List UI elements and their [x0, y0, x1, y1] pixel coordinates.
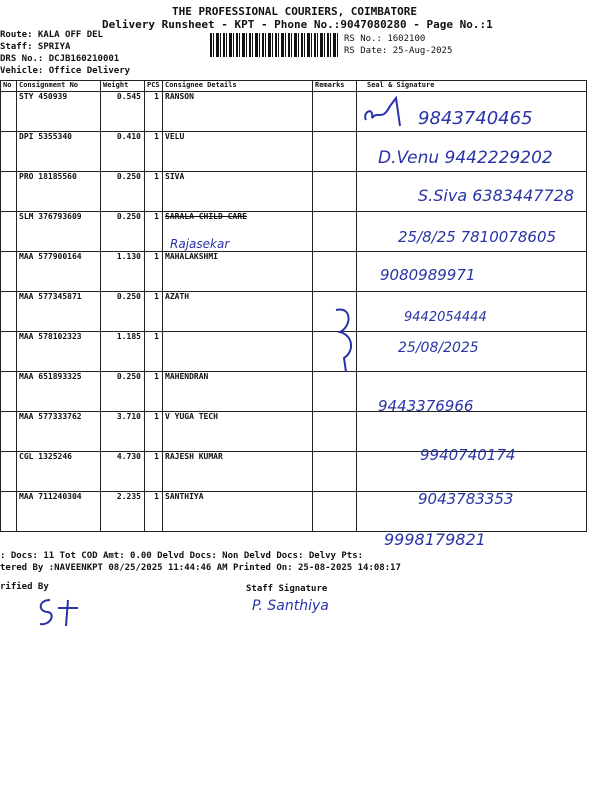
handwritten-name-phone: S.Siva 6383447728	[418, 186, 574, 205]
consignee	[163, 332, 313, 372]
remarks	[313, 412, 357, 452]
table-header	[1, 81, 587, 92]
weight: 3.710	[101, 412, 145, 452]
pcs: 1	[145, 252, 163, 292]
row-no	[1, 412, 17, 452]
handwritten-annotation: Rajasekar	[170, 237, 230, 251]
remarks	[313, 252, 357, 292]
consignment-no: MAA 711240304	[17, 492, 101, 532]
handwritten-phone: 9843740465	[418, 108, 533, 129]
col-remarks: Remarks	[313, 81, 357, 92]
handwritten-phone: 9442054444	[404, 310, 487, 325]
remarks	[313, 372, 357, 412]
handwritten-phone: 9443376966	[378, 397, 474, 415]
rs-date: RS Date: 25-Aug-2025	[344, 46, 453, 56]
col-signature: Seal & Signature	[357, 81, 587, 92]
col-consignee: Consignee Details	[163, 81, 313, 92]
pcs: 1	[145, 492, 163, 532]
staff-label: Staff: SPRIYA	[0, 42, 71, 52]
row-no	[1, 132, 17, 172]
pcs: 1	[145, 412, 163, 452]
pcs: 1	[145, 92, 163, 132]
pcs: 1	[145, 372, 163, 412]
consignment-no: CGL 1325246	[17, 452, 101, 492]
consignee: RANSON	[163, 92, 313, 132]
col-weight: Weight	[101, 81, 145, 92]
consignment-no: DPI 5355340	[17, 132, 101, 172]
consignment-no: MAA 577333762	[17, 412, 101, 452]
signature-scribble	[360, 92, 420, 132]
consignment-no: MAA 577345871	[17, 292, 101, 332]
weight: 0.410	[101, 132, 145, 172]
remarks	[313, 172, 357, 212]
weight: 0.250	[101, 212, 145, 252]
consignment-no: MAA 577900164	[17, 252, 101, 292]
staff-signature-handwritten: P. Santhiya	[252, 598, 329, 614]
row-no	[1, 212, 17, 252]
runsheet-title: Delivery Runsheet - KPT - Phone No.:9047080280 - Page No.:1	[102, 18, 493, 31]
weight: 0.545	[101, 92, 145, 132]
pcs: 1	[145, 452, 163, 492]
handwritten-date: 25/08/2025	[398, 340, 479, 356]
row-no	[1, 332, 17, 372]
col-consignment: Consignment No	[17, 81, 101, 92]
verifier-signature-scribble	[36, 594, 86, 630]
pcs: 1	[145, 332, 163, 372]
weight: 2.235	[101, 492, 145, 532]
verified-by-label: rified By	[0, 582, 49, 592]
row-no	[1, 92, 17, 132]
consignee: SANTHIYA	[163, 492, 313, 532]
staff-signature-label: Staff Signature	[246, 584, 328, 594]
table-row	[1, 332, 587, 372]
table-row	[1, 252, 587, 292]
row-no	[1, 452, 17, 492]
consignee: VELU	[163, 132, 313, 172]
consignee: MAHALAKSHMI	[163, 252, 313, 292]
handwritten-name-phone: D.Venu 9442229202	[378, 148, 553, 168]
weight: 1.130	[101, 252, 145, 292]
consignee: AZATH	[163, 292, 313, 332]
consignee: MAHENDRAN	[163, 372, 313, 412]
handwritten-phone: 9080989971	[380, 266, 476, 284]
remarks	[313, 452, 357, 492]
handwritten-phone: 9043783353	[418, 490, 514, 508]
consignee: RAJESH KUMAR	[163, 452, 313, 492]
handwritten-phone: 9998179821	[384, 530, 486, 549]
route-label: Route: KALA OFF DEL	[0, 30, 103, 40]
row-no	[1, 492, 17, 532]
vehicle-label: Vehicle: Office Delivery	[0, 66, 131, 76]
consignment-no: STY 450939	[17, 92, 101, 132]
table-row	[1, 292, 587, 332]
col-pcs: PCS	[145, 81, 163, 92]
col-no: No	[1, 81, 17, 92]
consignment-no: MAA 651893325	[17, 372, 101, 412]
company-title: THE PROFESSIONAL COURIERS, COIMBATORE	[172, 5, 418, 18]
entered-by-line: tered By :NAVEENKPT 08/25/2025 11:44:46 AM Printed On: 25-08-2025 14:08:17	[0, 563, 401, 573]
consignee: SIVA	[163, 172, 313, 212]
consignment-no: SLM 376793609	[17, 212, 101, 252]
weight: 0.250	[101, 372, 145, 412]
handwritten-date-phone: 25/8/25 7810078605	[398, 228, 557, 246]
remarks	[313, 132, 357, 172]
consignee: SARALA CHILD CARE	[163, 212, 313, 252]
pcs: 1	[145, 292, 163, 332]
row-no	[1, 172, 17, 212]
row-no	[1, 292, 17, 332]
totals-line: : Docs: 11 Tot COD Amt: 0.00 Delvd Docs: Non Delvd Docs: Delvy Pts:	[0, 551, 364, 561]
weight: 1.185	[101, 332, 145, 372]
weight: 4.730	[101, 452, 145, 492]
barcode	[210, 33, 340, 57]
pcs: 1	[145, 212, 163, 252]
remarks	[313, 92, 357, 132]
rs-number: RS No.: 1602100	[344, 34, 426, 44]
weight: 0.250	[101, 292, 145, 332]
pcs: 1	[145, 132, 163, 172]
consignee: V YUGA TECH	[163, 412, 313, 452]
consignment-no: PRO 18185560	[17, 172, 101, 212]
row-no	[1, 372, 17, 412]
remarks	[313, 492, 357, 532]
consignment-no: MAA 578102323	[17, 332, 101, 372]
handwritten-phone: 9940740174	[420, 446, 516, 464]
remarks	[313, 212, 357, 252]
signature-scribble	[330, 306, 360, 376]
table-row	[1, 372, 587, 412]
weight: 0.250	[101, 172, 145, 212]
pcs: 1	[145, 172, 163, 212]
row-no	[1, 252, 17, 292]
drs-number: DRS No.: DCJB160210001	[0, 54, 120, 64]
